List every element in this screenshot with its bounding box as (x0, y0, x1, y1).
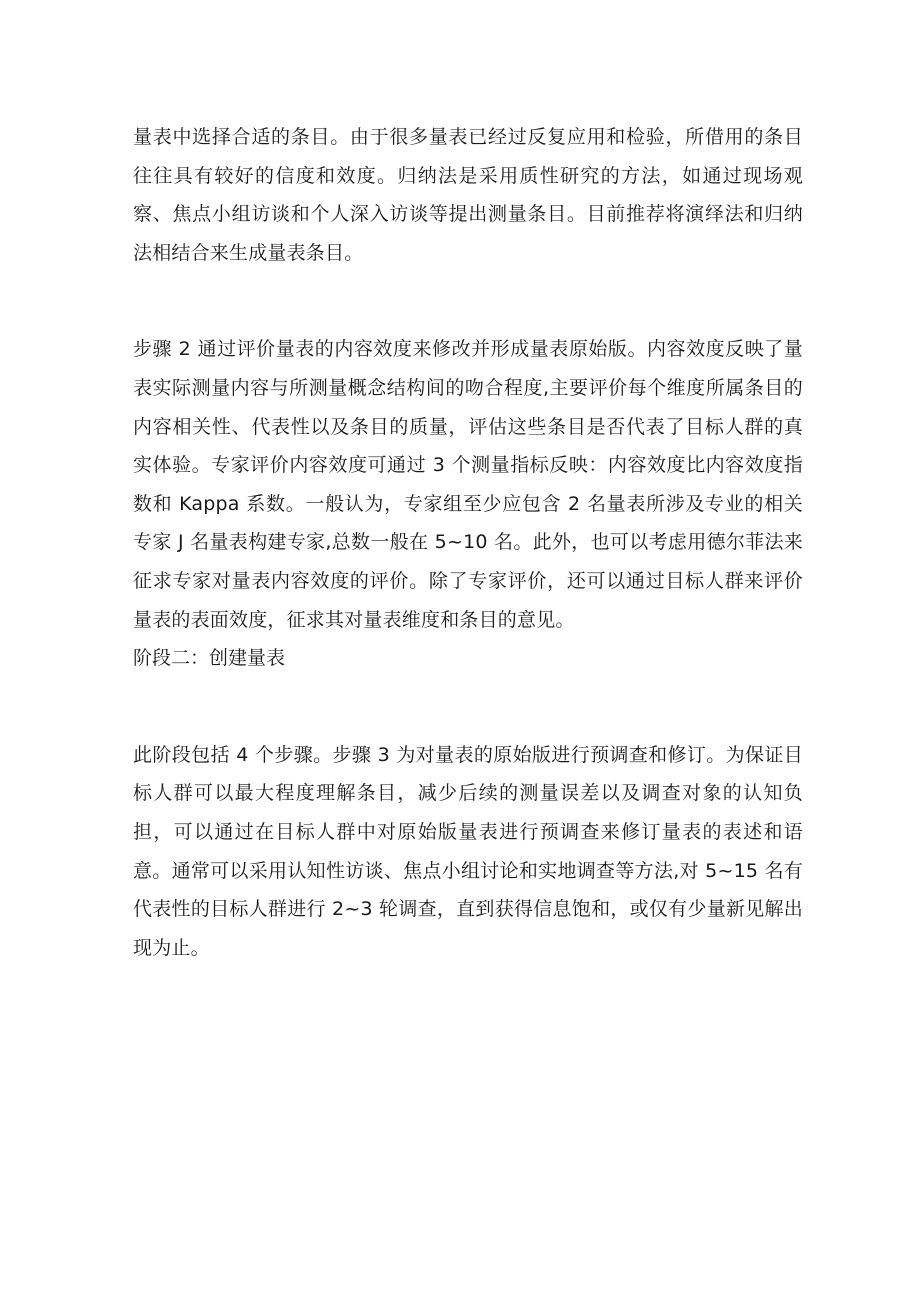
paragraph-step-2-content-validity: 步骤 2 通过评价量表的内容效度来修改并形成量表原始版。内容效度反映了量表实际测量内容与所测量概念结构间的吻合程度,主要评价每个维度所属条目的内容相关性、代表性以及条目的质量，评估这些条目是否代表了目标人群的真实体验。专家评价内容效度可通过 3 个测量指标反映：内容效度比内容效度指数和 Kappa 系数。一般认为，专家组至少应包含 2 名量表所涉及专业的相关专家 J 名量表构建专家,总数一般在 5~10 名。此外，也可以考虑用德尔菲法来征求专家对量表内容效度的评价。除了专家评价，还可以通过目标人群来评价量表的表面效度，征求其对量表维度和条目的意见。 (133, 338, 803, 631)
paragraph-item-generation: 量表中选择合适的条目。由于很多量表已经过反复应用和检验，所借用的条目往往具有较好的信度和效度。归纳法是采用质性研究的方法，如通过现场观察、焦点小组访谈和个人深入访谈等提出测量条目。目前推荐将演绎法和归纳法相结合来生成量表条目。 (133, 126, 803, 264)
paragraph-stage-two-steps: 此阶段包括 4 个步骤。步骤 3 为对量表的原始版进行预调查和修订。为保证目标人群可以最大程度理解条目，减少后续的测量误差以及调查对象的认知负担，可以通过在目标人群中对原始版量表进行预调查来修订量表的表述和语意。通常可以采用认知性访谈、焦点小组讨论和实地调查等方法,对 5~15 名有代表性的目标人群进行 2~3 轮调查，直到获得信息饱和，或仅有少量新见解出现为止。 (133, 743, 803, 959)
document-body (133, 118, 803, 967)
section-heading-stage-two: 阶段二：创建量表 (133, 647, 286, 670)
